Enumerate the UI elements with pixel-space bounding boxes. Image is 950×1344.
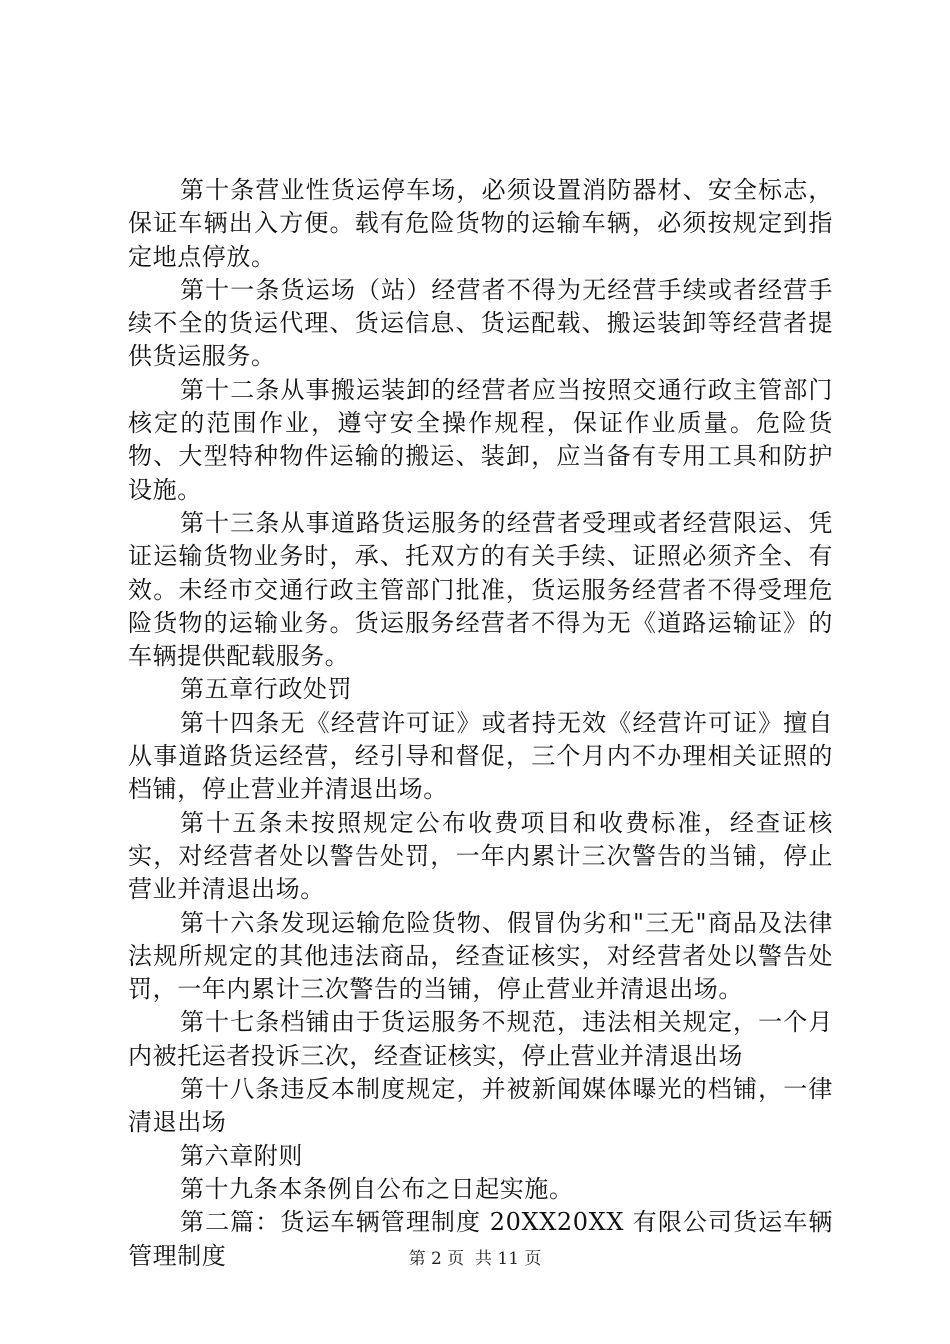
article-17-paragraph: 第十七条档铺由于货运服务不规范，违法相关规定，一个月内被托运者投诉三次，经查证核实，停止营业并清退出场: [128, 1008, 833, 1070]
article-14-paragraph: 第十四条无《经营许可证》或者持无效《经营许可证》擅自从事道路货运经营，经引导和督促，三个月内不办理相关证照的档铺，停止营业并清退出场。: [128, 708, 833, 804]
chapter-5-heading: 第五章行政处罚: [180, 675, 353, 704]
page-footer: [0, 1244, 950, 1269]
article-16-paragraph: 第十六条发现运输危险货物、假冒伪劣和"三无"商品及法律法规所规定的其他违法商品，经查证核实，对经营者处以警告处罚，一年内累计三次警告的当铺，停止营业并清退出场。: [128, 908, 833, 1004]
page-number-label: 第 2 页 共 11 页: [408, 1249, 542, 1269]
document-body: [128, 174, 833, 1273]
article-15-paragraph: 第十五条未按照规定公布收费项目和收费标准，经查证核实，对经营者处以警告处罚，一年内累计三次警告的当铺，停止营业并清退出场。: [128, 808, 833, 904]
article-10-paragraph: 第十条营业性货运停车场，必须设置消防器材、安全标志，保证车辆出入方便。载有危险货物的运输车辆，必须按规定到指定地点停放。: [128, 176, 833, 271]
article-12-paragraph: 第十二条从事搬运装卸的经营者应当按照交通行政主管部门核定的范围作业，遵守安全操作规程，保证作业质量。危险货物、大型特种物件运输的搬运、装卸，应当备有专用工具和防护设施。: [128, 375, 833, 504]
chapter-6-heading: 第六章附则: [180, 1141, 303, 1170]
part-2-heading: 第二篇：货运车辆管理制度 20XX20XX 有限公司货运车辆管理制度: [128, 1208, 833, 1270]
article-19-paragraph: 第十九条本条例自公布之日起实施。: [180, 1174, 574, 1203]
article-11-paragraph: 第十一条货运场（站）经营者不得为无经营手续或者经营手续不全的货运代理、货运信息、货运配载、搬运装卸等经营者提供货运服务。: [128, 275, 833, 371]
article-13-paragraph: 第十三条从事道路货运服务的经营者受理或者经营限运、凭证运输货物业务时，承、托双方的有关手续、证照必须齐全、有效。未经市交通行政主管部门批准，货运服务经营者不得受理危险货物的运输业务。货运服务经营者不得为无《道路运输证》的车辆提供配载服务。: [128, 508, 833, 671]
article-18-paragraph: 第十八条违反本制度规定，并被新闻媒体曝光的档铺，一律清退出场: [128, 1075, 833, 1137]
